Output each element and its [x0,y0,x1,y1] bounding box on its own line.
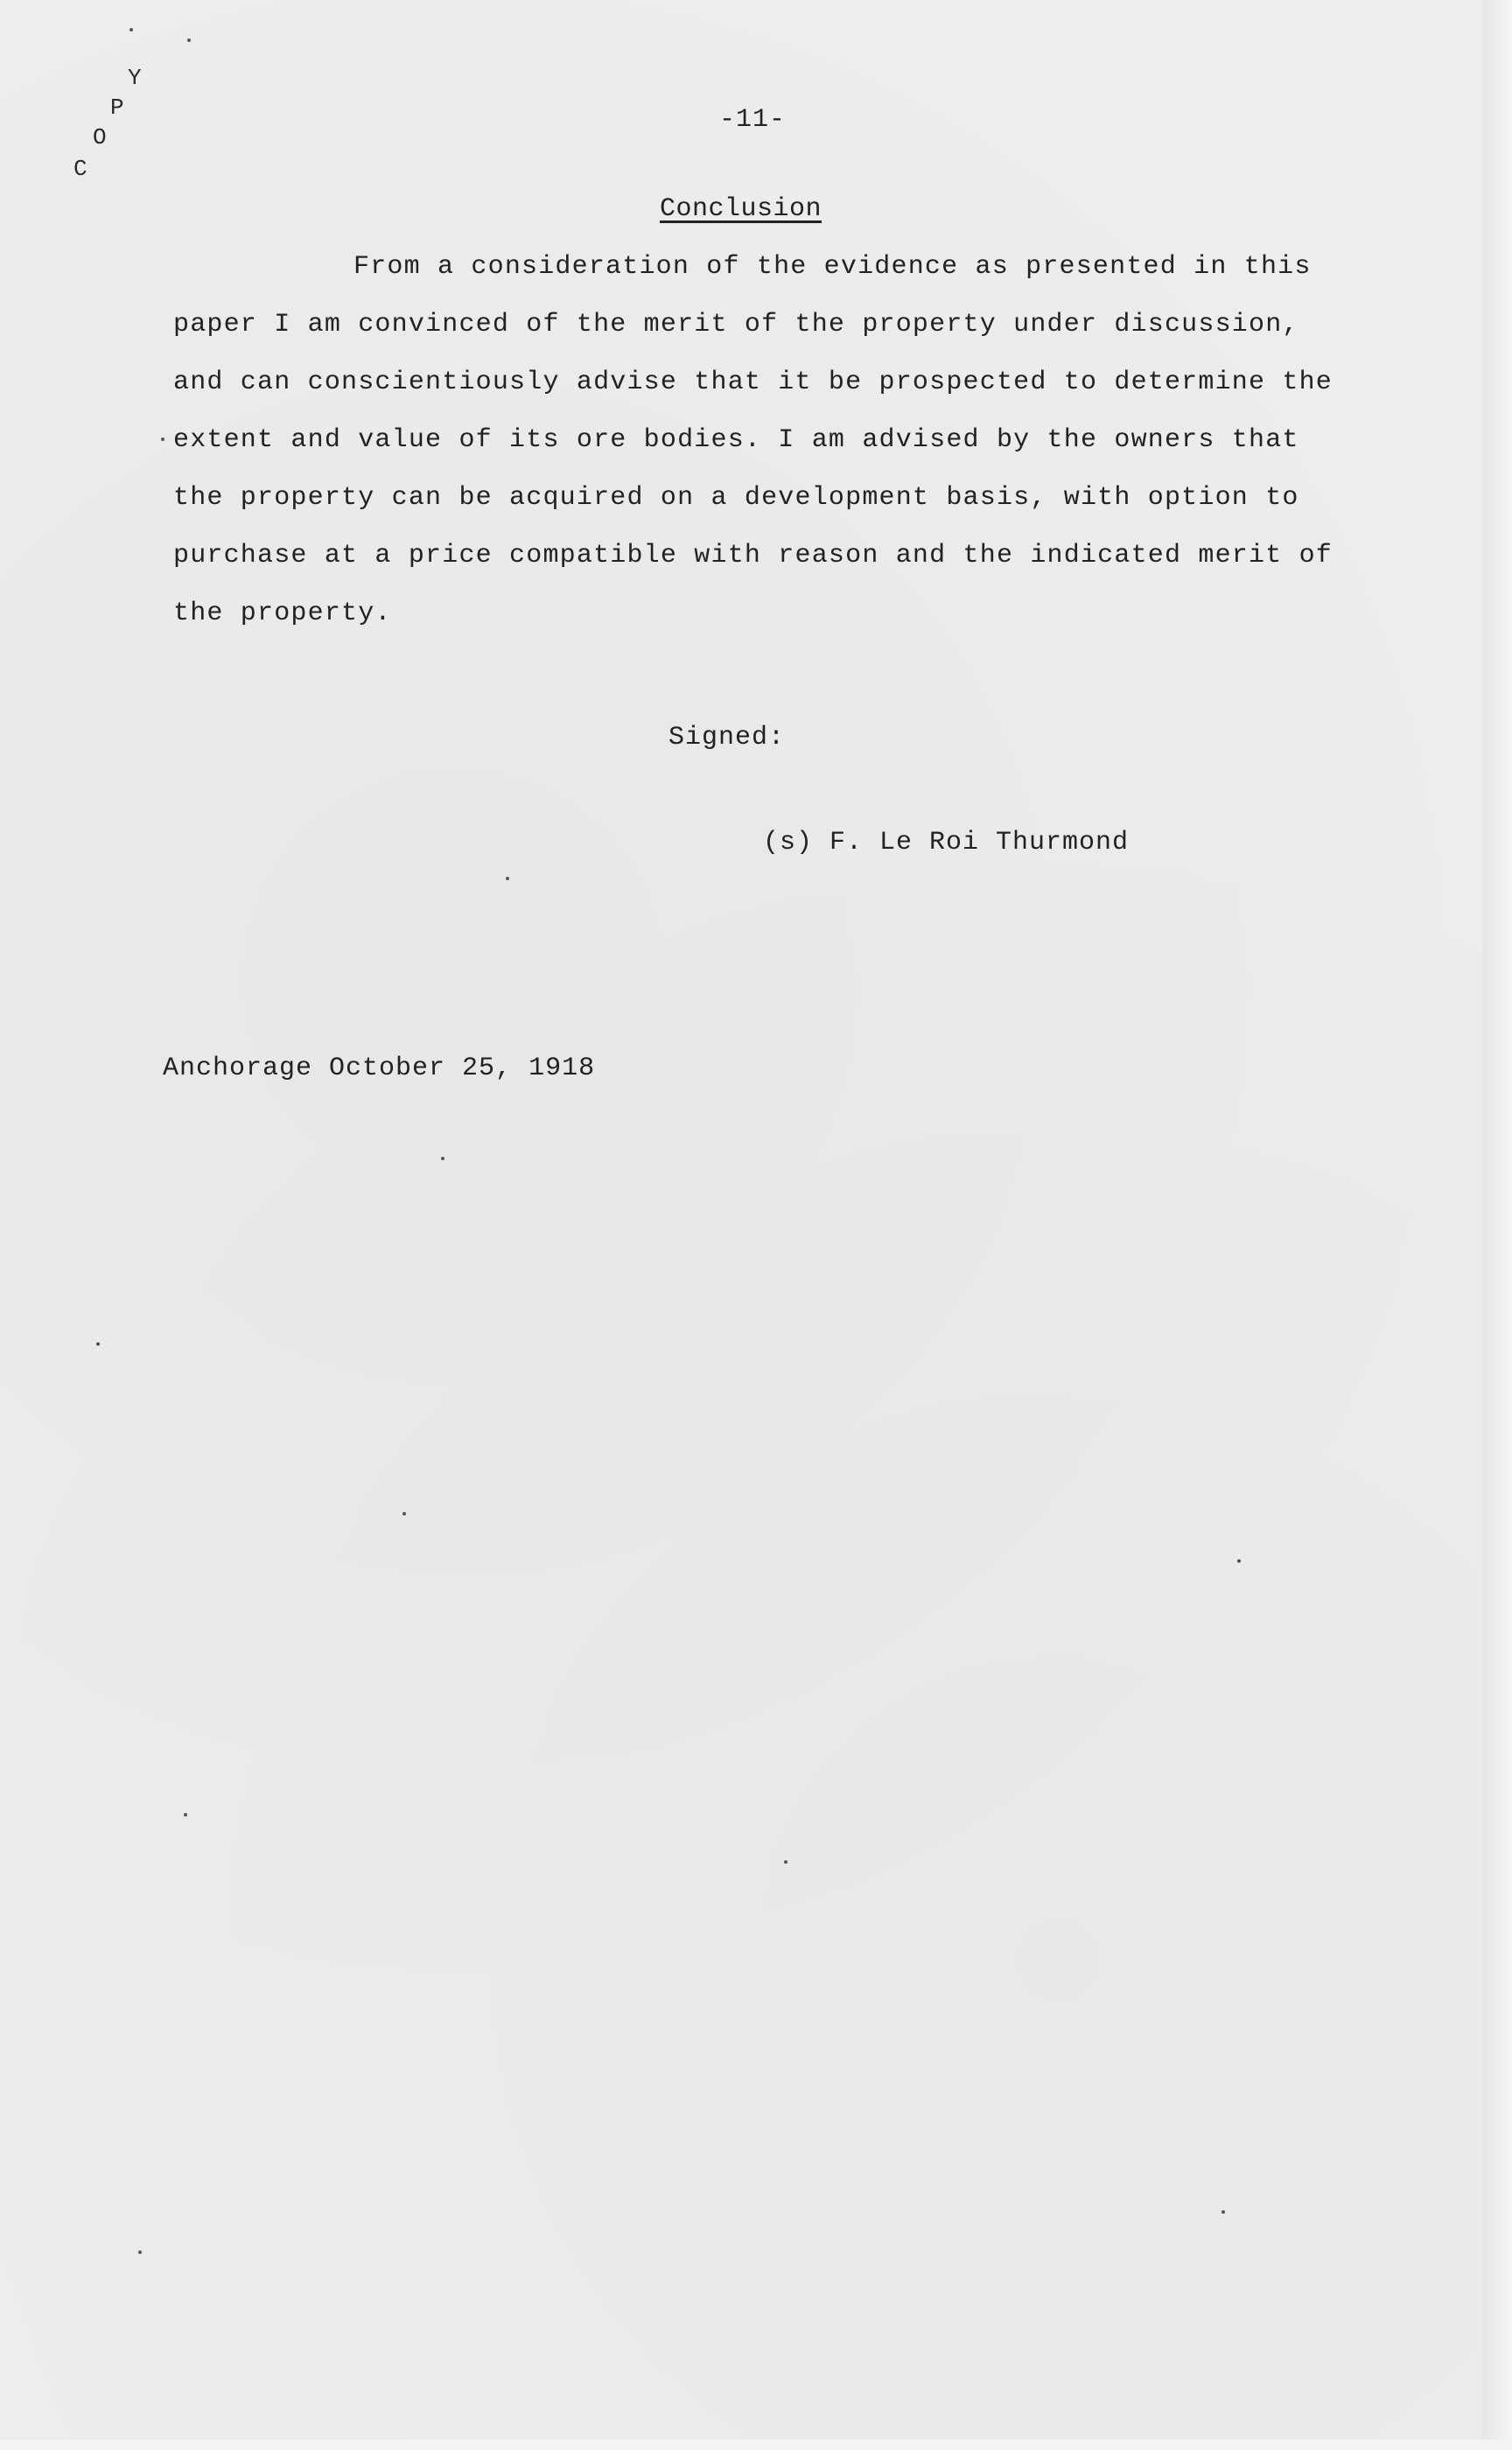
body-line: extent and value of its ore bodies. I am advised by the owners that [173,425,1299,455]
place-date-line: Anchorage October 25, 1918 [163,1054,596,1083]
scan-speck [1237,1559,1241,1563]
page-number: -11- [719,105,787,135]
scan-speck [506,877,509,880]
scan-speck [184,1813,187,1816]
scan-speck [1222,2210,1225,2214]
signed-label: Signed: [668,723,786,752]
scan-speck [441,1157,444,1160]
copy-stamp-letter: Y [128,65,142,91]
copy-stamp-letter: P [110,94,124,121]
scan-speck [130,28,133,32]
scan-speck [402,1512,406,1516]
body-line: purchase at a price compatible with reason and the indicated merit of [173,541,1334,570]
body-line: From a consideration of the evidence as presented in this [354,252,1312,282]
paper-edge [1482,0,1512,2450]
scan-speck [138,2250,142,2254]
scan-speck [784,1860,788,1864]
paper-bottom-edge [0,2440,1512,2450]
scan-speck [161,438,164,441]
body-line: and can conscientiously advise that it be prospected to determine the [173,368,1334,397]
scan-speck [187,38,191,42]
body-line: the property. [173,598,392,628]
body-line: the property can be acquired on a development basis, with option to [173,483,1299,513]
copy-stamp-letter: O [93,124,107,150]
body-line: paper I am convinced of the merit of the property under discussion, [173,310,1299,340]
scan-speck [96,1342,100,1346]
section-heading: Conclusion [660,194,822,224]
signature-line: (s) F. Le Roi Thurmond [763,828,1130,858]
copy-stamp-letter: C [74,156,88,182]
